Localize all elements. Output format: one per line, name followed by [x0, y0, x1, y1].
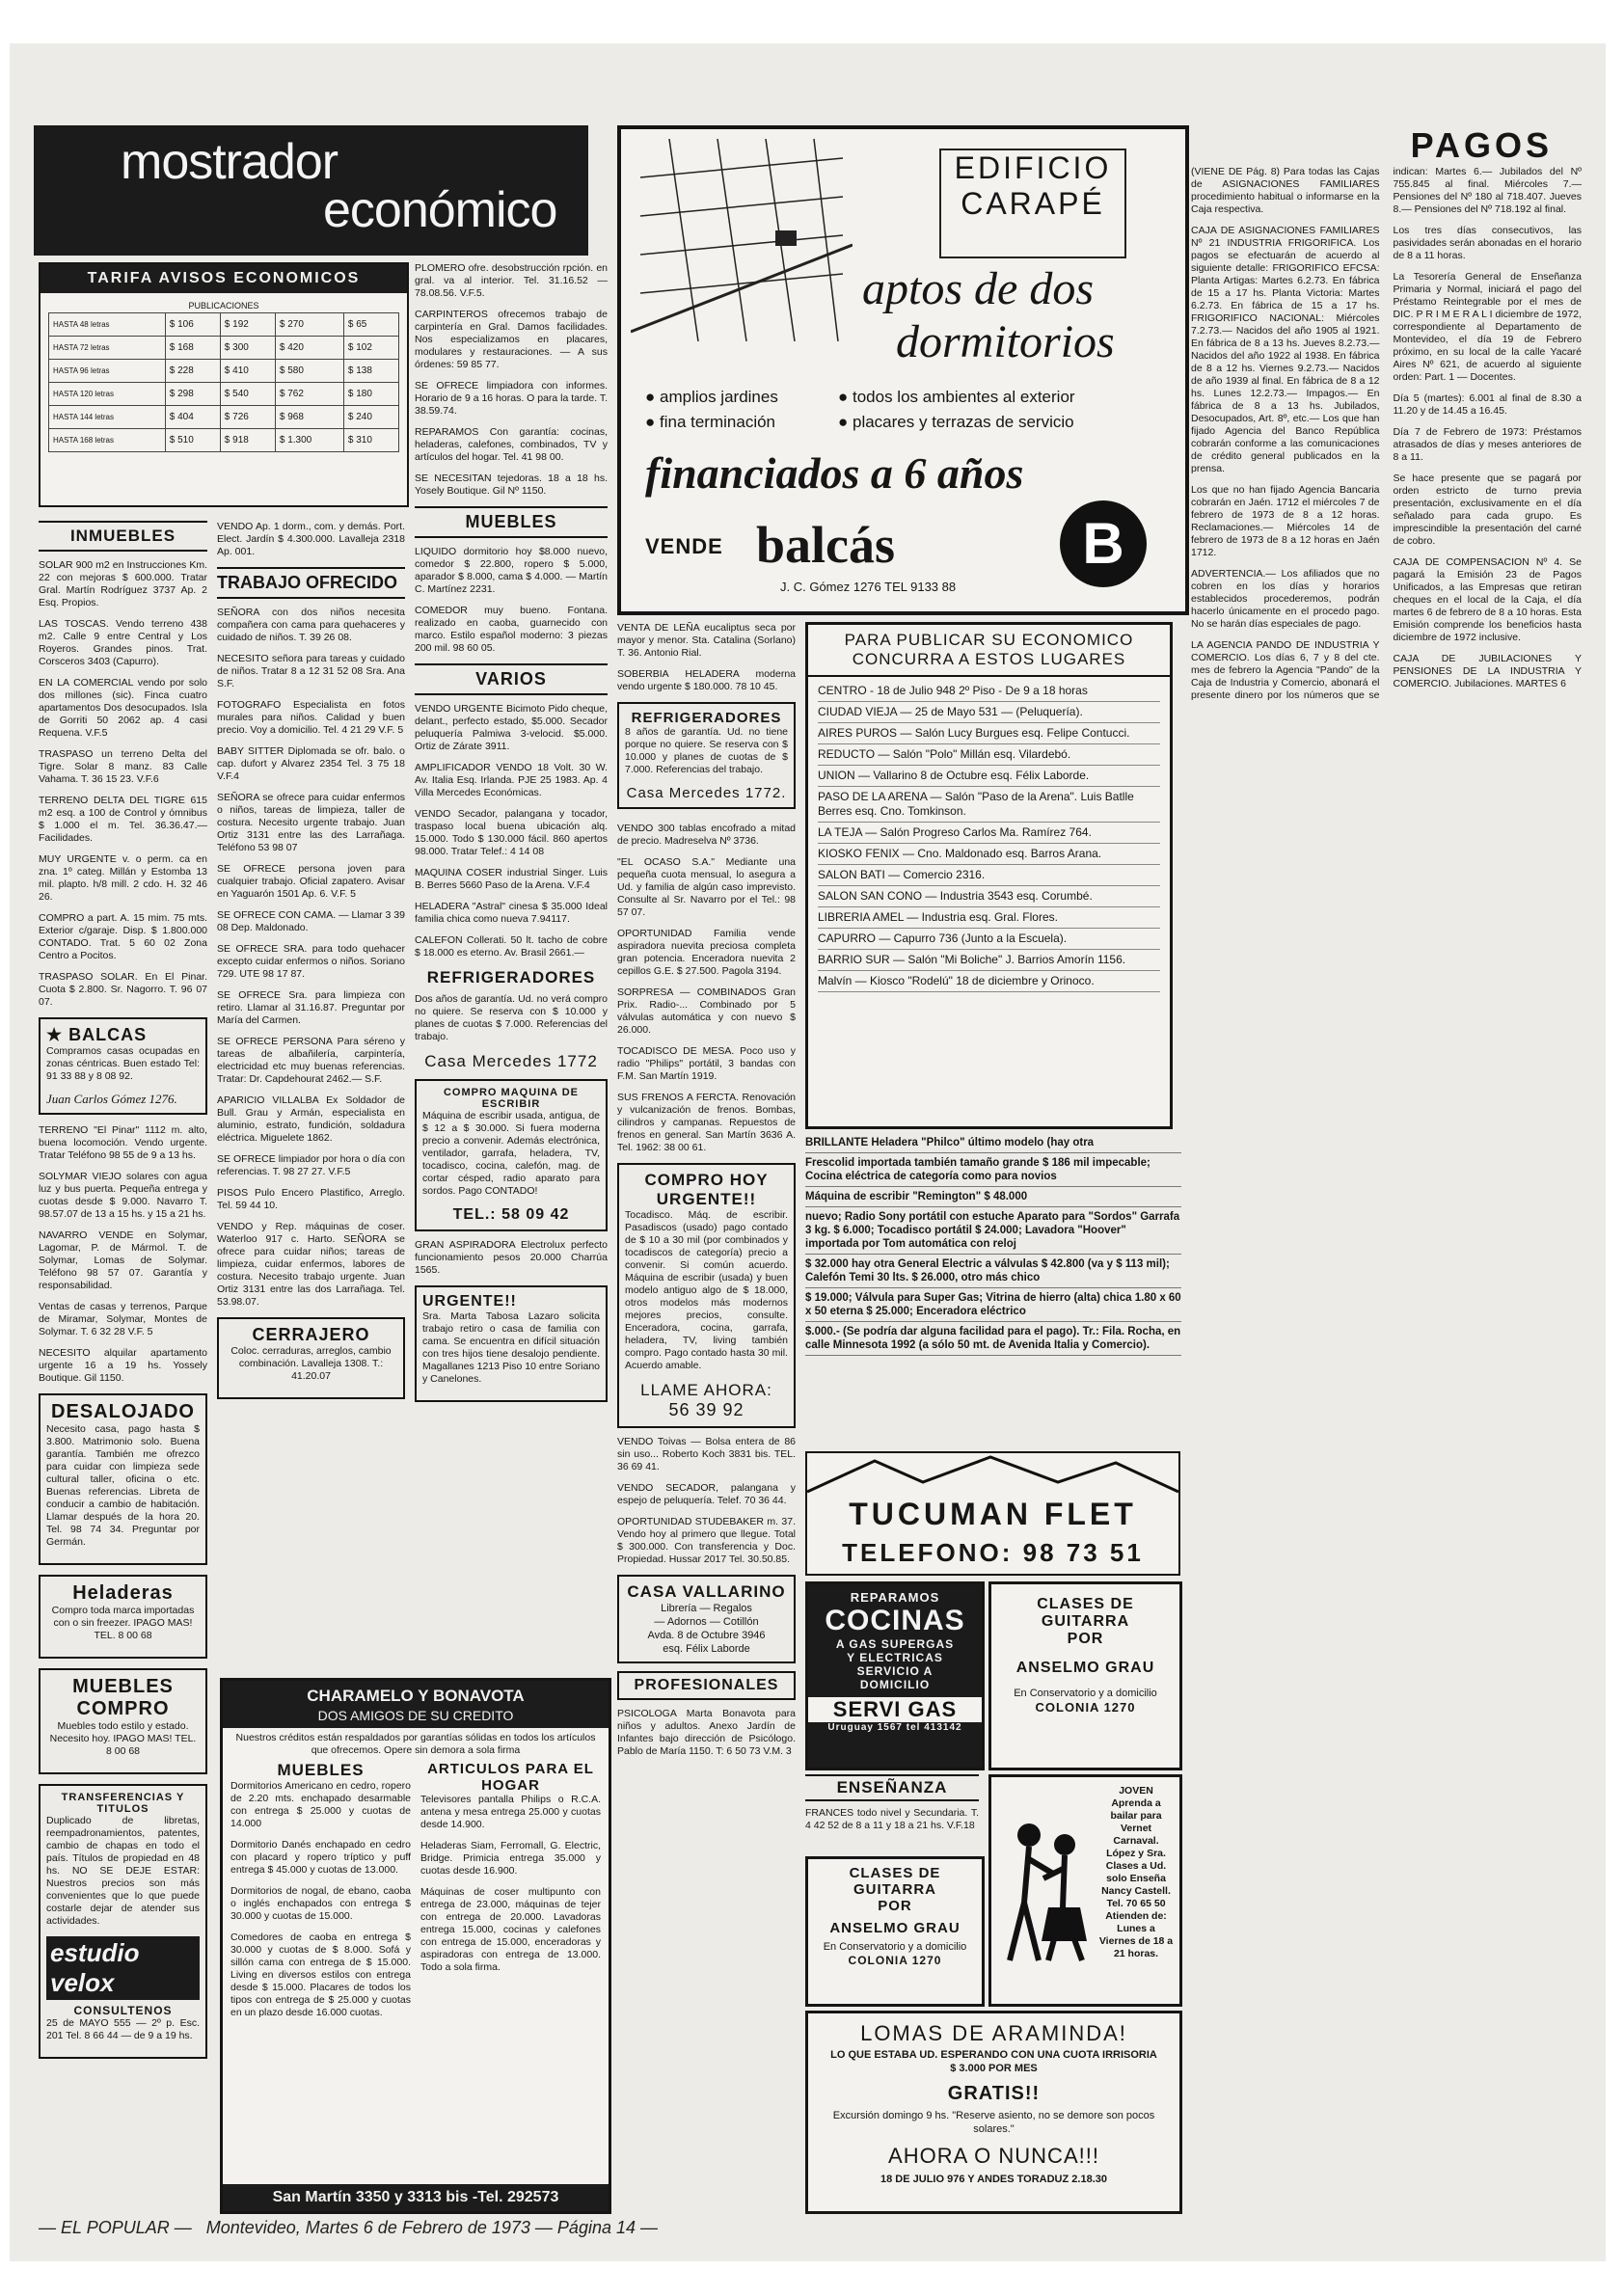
tarifa-cell: $ 192 — [220, 313, 275, 337]
charamelo-articulos-list — [420, 1794, 601, 1974]
compro-maquina-body: Máquina de escribir usada, antigua, de $ 12 a $ 30.000. Si fuera moderna precio a convenir. Además electrónica, ventilador, garrafa, heladera, TV, tocadisco, cocina, calefón, mag. de cortar césped, radio aparato para sordos. Pago CONTADO! — [422, 1110, 600, 1197]
classified-ad: VENDO URGENTE Bicimoto Pido cheque, delant., perfecto estado, $5.000. Secador peluquería Palmiwa 3-velocid. $5.000. Ortiz de Zárate 3911. — [415, 703, 608, 752]
balcas-heading: ★ BALCAS — [46, 1025, 148, 1044]
charamelo-muebles-heading: MUEBLES — [277, 1761, 365, 1779]
carape-finance: financiados a 6 años — [645, 448, 1024, 498]
section-muebles: MUEBLES — [415, 506, 608, 538]
concurra-location: KIOSKO FENIX — Cno. Maldonado esq. Barros Arana. — [818, 844, 1160, 865]
column-4 — [617, 622, 796, 2208]
muebles-compro-heading: MUEBLES COMPRO — [72, 1676, 174, 1719]
trabajo-ads — [217, 607, 405, 1309]
column-inmuebles — [39, 521, 207, 2203]
compro-maquina-heading: COMPRO MAQUINA DE ESCRIBIR — [443, 1087, 580, 1110]
classified-ad: LIQUIDO dormitorio hoy $8.000 nuevo, comedor $ 22.800, ropero $ 5.000, aparador $ 8.000, cama $ 4.000. — Martín C. Martínez 2231. — [415, 546, 608, 595]
tarifa-title: TARIFA AVISOS ECONOMICOS — [41, 264, 407, 293]
edificio-carape-ad — [617, 125, 1189, 615]
refrigeradores-brand: Casa Mercedes 1772 — [424, 1052, 598, 1070]
classified-ad: VENDO Toivas — Bolsa entera de 86 sin uso... Roberto Koch 3831 bis. TEL. 36 69 41. — [617, 1436, 796, 1472]
charamelo-item: Heladeras Siam, Ferromall, G. Electric, Bridge. Primicia entrega 35.000 y cuotas desde 16.900. — [420, 1840, 601, 1877]
masthead-line2: económico — [323, 182, 557, 238]
varios-ads — [415, 703, 608, 959]
classified-ad: TOCADISCO DE MESA. Poco uso y radio "Philips" portátil, 3 bandas con F.M. San Martín 1919. — [617, 1045, 796, 1082]
desalojado-heading: DESALOJADO — [51, 1401, 195, 1422]
charamelo-item: Televisores pantalla Philips o R.C.A. antena y mesa entrega 25.000 y cuotas desde 14.900. — [420, 1794, 601, 1830]
wide-list-item: $ 19.000; Válvula para Super Gas; Vitrina de hierro (alta) chica 1.80 x 60 x 50 eterna $ 25.000; Enceradora eléctrico — [805, 1288, 1181, 1322]
pagos-paragraph: (VIENE DE Pág. 8) Para todas las Cajas de ASIGNACIONES FAMILIARES procedimiento habitual o informarse en la Caja respectiva. — [1191, 166, 1380, 215]
tarifa-cell: HASTA 144 letras — [49, 406, 166, 429]
desalojado-body: Necesito casa, pago hasta $ 3.800. Matrimonio solo. Buena garantía. También me ofrezco para cuidar con limpieza sede cultural taller, oficina o etc. Buenas referencias. Libreta de conducir a cambio de habitación. Llamar después de la hora 20. Tel. 98 74 34. Preguntar por Germán. — [46, 1423, 200, 1548]
velox-consultenos: CONSULTENOS — [73, 2004, 173, 2017]
guitarra2-l4: ANSELMO GRAU — [829, 1920, 961, 1936]
classified-ad: SUS FRENOS A FERCTA. Renovación y vulcanización de frenos. Bombas, cilindros y campanas. Repuestos de frenos en general. San Martín 3636 A. Tel. 1962: 38 00 61. — [617, 1092, 796, 1153]
column-trabajo — [217, 521, 405, 1668]
tarifa-cell: $ 968 — [275, 406, 343, 429]
tarifa-row — [49, 360, 399, 383]
wide-classified-list — [805, 1133, 1181, 1442]
classified-ad: VENDO Ap. 1 dorm., com. y demás. Port. Elect. Jardín $ 4.300.000. Lavalleja 2318 Ap. 001. — [217, 521, 405, 557]
classified-ad: CARPINTEROS ofrecemos trabajo de carpintería en Gral. Damos facilidades. Nos especializamos en placares, modulares y restauraciones. — A sus órdenes: 59 85 77. — [415, 309, 608, 370]
tarifa-cell: HASTA 48 letras — [49, 313, 166, 337]
bullet-placares: ● placares y terrazas de servicio — [838, 413, 1074, 431]
classified-ad: TRASPASO SOLAR. En El Pinar. Cuota $ 2.800. Sr. Nagorro. T. 96 07 07. — [39, 971, 207, 1008]
tarifa-box — [39, 262, 409, 507]
concurra-location: UNION — Vallarino 8 de Octubre esq. Félix Laborde. — [818, 766, 1160, 787]
charamelo-item: Comedores de caoba en entrega $ 30.000 y cuotas de $ 8.000. Sofá y sillón cama con entrega de $ 15.000. Living en diversos estilos con entrega desde $ 15.000. Placares de todos los tipos con entrega de $ 25.000 y cuotas en un plazo desde 16.000 cuotas. — [230, 1931, 411, 2018]
classified-ad: HELADERA "Astral" cinesa $ 35.000 Ideal familia chica como nueva 7.94117. — [415, 901, 608, 925]
guitarra2-l1: CLASES DE — [849, 1865, 941, 1881]
tarifa-cell: $ 580 — [275, 360, 343, 383]
concurra-location: CIUDAD VIEJA — 25 de Mayo 531 — (Peluquería). — [818, 702, 1160, 723]
concurra-location: Malvín — Kiosco "Rodelú" 18 de diciembre y Orinoco. — [818, 971, 1160, 992]
tarifa-cell: HASTA 168 letras — [49, 429, 166, 452]
guitarra-ad-2 — [805, 1856, 985, 2007]
street-map-image — [631, 139, 853, 341]
pagos-paragraph: CAJA DE JUBILACIONES Y PENSIONES DE LA INDUSTRIA Y COMERCIO. Jubilaciones. MARTES 6 — [1393, 653, 1582, 689]
ensenanza-section — [805, 1774, 979, 1851]
servigas-brand: SERVI GAS — [808, 1697, 982, 1722]
pagos-paragraph: Día 5 (martes): 6.001 al final de 8.30 a 11.20 y de 14.45 a 16.45. — [1393, 392, 1582, 417]
classified-ad: SE OFRECE CON CAMA. — Llamar 3 39 08 Dep. Maldonado. — [217, 909, 405, 933]
tarifa-row — [49, 337, 399, 360]
classified-ad: VENDO Secador, palangana y tocador, traspaso local buena ubicación alq. 15.000. Todo $ 130.000 fácil. 860 apertos 98.000. Tratar Telef.: 4 14 08 — [415, 808, 608, 857]
lomas-subtitle: LO QUE ESTABA UD. ESPERANDO CON UNA CUOTA IRRISORIA $ 3.000 POR MES — [830, 2049, 1157, 2074]
classified-ad: SE OFRECE Sra. para limpieza con retiro. Llamar al 31.16.87. Preguntar por María del Carmen. — [217, 989, 405, 1026]
tarifa-cell: HASTA 72 letras — [49, 337, 166, 360]
classified-ad: VENTA DE LEÑA eucaliptus seca por mayor y menor. Sta. Catalina (Sorlano) T. 36. Antonio Rial. — [617, 622, 796, 659]
charamelo-intro: Nuestros créditos están respaldados por garantías sólidas en todos los artículos que ofrecemos. Opere sin demora a sola firma — [235, 1732, 596, 1756]
pagos-paragraph: CAJA DE ASIGNACIONES FAMILIARES Nº 21 INDUSTRIA FRIGORIFICA. Los pagos se efectuarán de acuerdo al siguiente detalle: FRIGORIFICO EFCSA: Planta Artigas: Martes 6.2.73. En fábrica de 15 a 17 hs. Planta Victoria: Martes 6.2.73. En fábrica de 15 a 17 hs. FRIGORIFICO NACIONAL: Miércoles 7.2.73.— Nacidos del año 1905 al 1921. En fábrica de 8 a 13 hs. Jueves 8.2.73.— Nacidos del año 1922 al 1938. En fábrica de 8 a 12 hs. Viernes 9.2.73.— Nacidos de año 1939 al final. En fábrica de 8 a 12 hs. Lunes 12.2.73.— Impagos.— En fábrica de 8 a 13 hs. Jubilados, Desocupados, Art. 8º, etc.— Los que han fijado Agencia del Banco República cobrarán conforme a las comunicaciones de crédito general publicados en la prensa. — [1191, 225, 1380, 474]
column-muebles-varios — [415, 262, 608, 1668]
section-inmuebles: INMUEBLES — [39, 521, 207, 552]
tarifa-cell: $ 298 — [165, 383, 220, 406]
pagos-paragraph: LA AGENCIA PANDO DE INDUSTRIA Y COMERCIO. Los días 6, 7 y 8 del cte. mes de febrero la Agencia "Pando" de la Caja de Industria y Comercio, abonará el presente dinero por los números que se indican: Martes 6.— Jubilados del Nº 755.845 al final. Miércoles 7.— Pensiones del Nº 180 al 718.407. Jueves 8.— Pensiones del Nº 718.192 al final. — [1191, 166, 1582, 701]
classified-ad: COMEDOR muy bueno. Fontana. realizado en caoba, guarnecido con marco. Estilo español moderno: 3 piezas 200 mil. 98 60 05. — [415, 605, 608, 654]
classified-ad: LAS TOSCAS. Vendo terreno 438 m2. Calle 9 entre Central y Los Royeros. Grandes pinos. Trat. Corsceros 3403 (Capurro). — [39, 618, 207, 667]
compro-hoy-body: Tocadisco. Máq. de escribir. Pasadiscos (usado) pago contado de $ 10 a 30 mil (por combinados y tocadiscos de categoría) precio a convenir. Si común acuerdo. Máquina de escribir (usada) y buen modelo antiguo algo de $ 18.000, otros modelos más modernos mejores precios, consulte. Enceradora, cocina, garrafa, heladera, TV, living también compro. Pago contado hasta 30 mil. Acuerdo amable. — [625, 1209, 788, 1371]
cerrajero-body: Coloc. cerraduras, arreglos, cambio combinación. Lavalleja 1308. T.: 41.20.07 — [230, 1345, 392, 1382]
lomas-gratis: GRATIS!! — [947, 2083, 1041, 2104]
tarifa-cell: $ 138 — [343, 360, 398, 383]
wide-list-item: nuevo; Radio Sony portátil con estuche Aparato para "Sordos" Garrafa 3 kg. $ 6.000; Tocadisco portátil $ 24.000; Lavadora "Hoover" importada por Tom automática con reloj — [805, 1207, 1181, 1255]
balcas-body: Compramos casas ocupadas en zonas céntricas. Buen estado Tel: 91 33 88 y 8 08 92. — [46, 1045, 200, 1082]
charamelo-muebles-list — [230, 1780, 411, 2019]
vallarino-heading: CASA VALLARINO — [627, 1582, 786, 1601]
bullet-jardines: ● amplios jardines — [645, 388, 778, 406]
classified-ad: EN LA COMERCIAL vendo por solo dos millones (sic). Finca cuatro apartamentos Dos desocupados. Isla de Gorriti 50 2062 ap. 4 casi Requena. V.F.5 — [39, 677, 207, 739]
classified-ad: SE OFRECE PERSONA Para séreno y tareas de albañilería, carpintería, electricidad etc muy buenas referencias. Tratar: Dr. Capdehourat 2462.— S.F. — [217, 1036, 405, 1085]
tarifa-cell: $ 300 — [220, 337, 275, 360]
cocinas-l2: COCINAS — [825, 1605, 965, 1636]
pagos-paragraph: La Tesorería General de Enseñanza Primaria y Normal, iniciará el pago del Préstamo Reintegrable por el mes de DIC. P R I M E R A L I diciembre de 1972, correspondiente al Departamento de Montevideo, el día 19 de Febrero próximo, en su local de la calle Yacaré Aires Nº 621, de acuerdo al siguiente orden: Part. 1 — Docentes. — [1393, 271, 1582, 383]
classified-ad: SE OFRECE limpiador por hora o día con referencias. T. 98 27 27. V.F.5 — [217, 1153, 405, 1177]
classified-ad: PLOMERO ofre. desobstrucción rpción. en gral. va al interior. Tel. 31.16.52 — 78.08.56. V.F.5. — [415, 262, 608, 299]
classified-ad: APARICIO VILLALBA Ex Soldador de Bull. Grau y Armán, especialista en aluminio, estrato, fundición, soldadura eléctrica. Miguelete 1862. — [217, 1094, 405, 1144]
concurra-list — [808, 677, 1170, 996]
classified-ad: MAQUINA COSER industrial Singer. Luis B. Berres 5660 Paso de la Arena. V.F.4 — [415, 867, 608, 891]
section-trabajo-ofrecido: TRABAJO OFRECIDO — [217, 567, 405, 599]
lomas-title: LOMAS DE ARAMINDA! — [860, 2021, 1127, 2045]
tarifa-cell: $ 240 — [343, 406, 398, 429]
cocinas-l1: REPARAMOS — [850, 1590, 940, 1605]
pagos-paragraph: Los tres días consecutivos, las pasividades serán abonadas en el horario de 8 a 11 horas. — [1393, 225, 1582, 261]
vallarino-item: Avda. 8 de Octubre 3946 — [647, 1630, 766, 1641]
classified-ad: SE OFRECE persona joven para cualquier trabajo. Oficial zapatero. Avisar en Yaguarón 1501 Ap. 6. V.F. 5 — [217, 863, 405, 900]
classified-ad: MUY URGENTE v. o perm. ca en zna. 1º categ. Millán y Estomba 13 mil. plapto. h/8 mill. 2 cdo. H. 32 46 26. — [39, 853, 207, 903]
pagos-paragraphs — [1191, 166, 1582, 702]
col2-top-ads — [217, 521, 405, 558]
pagos-paragraph: Se hace presente que se pagará por orden estricto de turno previa presentación, exclusivamente en el día señalado para cada grupo. Es imprescindible la presentación del carné de cobro. — [1393, 473, 1582, 547]
guitarra2-l3: POR — [878, 1898, 912, 1914]
guitarra2-l5: En Conservatorio y a domicilio — [823, 1941, 967, 1953]
carape-headline-2: dormitorios — [896, 316, 1115, 367]
tarifa-row — [49, 406, 399, 429]
charamelo-articulos-heading: ARTICULOS PARA EL HOGAR — [427, 1761, 594, 1794]
tarifa-cell: $ 180 — [343, 383, 398, 406]
inmuebles-ads — [39, 559, 207, 1009]
tarifa-cell: $ 270 — [275, 313, 343, 337]
transferencias-heading: TRANSFERENCIAS Y TITULOS — [61, 1792, 185, 1815]
urgente-heading: URGENTE!! — [422, 1293, 517, 1310]
charamelo-title: CHARAMELO Y BONAVOTA — [223, 1681, 609, 1708]
vallarino-item: esq. Félix Laborde — [663, 1643, 750, 1655]
tarifa-row — [49, 313, 399, 337]
bullet-ambientes: ● todos los ambientes al exterior — [838, 388, 1075, 406]
ensenanza-heading: ENSEÑANZA — [805, 1774, 979, 1801]
classified-ad: SEÑORA se ofrece para cuidar enfermos o niños, tareas de limpieza, taller de costura. Necesito urgente trabajo. Juan Ortiz 3131 entre las des Larrañaga. Teléfono 53 98 07 — [217, 792, 405, 853]
classified-ad: SE NECESITAN tejedoras. 18 a 18 hs. Yosely Boutique. Gil Nº 1150. — [415, 473, 608, 497]
tarifa-cell: $ 762 — [275, 383, 343, 406]
col4-ads — [617, 622, 796, 693]
tarifa-row — [49, 383, 399, 406]
cerrajero-heading: CERRAJERO — [252, 1325, 370, 1344]
carape-brand-2: CARAPÉ — [961, 186, 1105, 221]
carape-vende: VENDE — [645, 534, 723, 558]
concurra-location: BARRIO SUR — Salón "Mi Boliche" J. Barrios Amorín 1156. — [818, 950, 1160, 971]
ensenanza-body: FRANCES todo nivel y Secundaria. T. 4 42 52 de 8 a 11 y 18 a 21 hs. V.F.18 — [805, 1807, 979, 1831]
inmuebles-ads-2 — [39, 1124, 207, 1385]
col3-ads — [415, 262, 608, 498]
tucuman-tel: TELEFONO: 98 73 51 — [842, 1538, 1144, 1567]
transferencias-body: Duplicado de libretas, reempadronamientos, patentes, cambio de chapas en todo el país. Títulos de propiedad en 48 hs. NO SE DEJE ESTAR: Nuestros precios son más convenientes que lo que puede costarle dejar de atender sus actividades. — [46, 1815, 200, 1927]
pagos-title: PAGOS — [1410, 125, 1553, 165]
profesionales-heading: PROFESIONALES — [617, 1671, 796, 1700]
guitarra-ad-1 — [988, 1581, 1182, 1770]
tarifa-cell: $ 228 — [165, 360, 220, 383]
classified-ad: SORPRESA — COMBINADOS Gran Prix. Radio-... Combinado por 5 válvulas automática y con nuevo $ 26.000. — [617, 986, 796, 1036]
classified-ad: TRASPASO un terreno Delta del Tigre. Solar 8 manz. 83 Calle Vahama. T. 36 15 23. V.F.6 — [39, 748, 207, 785]
pagos-paragraph: Día 7 de Febrero de 1973: Préstamos atrasados de días y meses anteriores de 8 a 11. — [1393, 426, 1582, 463]
classified-ad: TERRENO DELTA DEL TIGRE 615 m2 esq. a 100 de Control y ómnibus $ 1.000 el m. Tel. 36.36.47.— Facilidades. — [39, 795, 207, 844]
classified-ad: SEÑORA con dos niños necesita compañera con cama para quehaceres y cuidado de niños. T. 39 26 08. — [217, 607, 405, 643]
wide-list-item: $ 32.000 hay otra General Electric a válvulas $ 42.800 (va y $ 113 mil); Calefón Temi 30 lts. $ 26.000, otro más chico — [805, 1255, 1181, 1288]
tarifa-cell: $ 65 — [343, 313, 398, 337]
pagos-paragraph: Los que no han fijado Agencia Bancaria cobrarán en Jaén. 1712 el miércoles 7 de febrero de 1973 de 8 a 12 horas. Reclamaciones.— Miércoles 14 de febrero de 1973 de 8 a 12 horas en Jaén 1712. — [1191, 484, 1380, 558]
section-varios: VARIOS — [415, 663, 608, 695]
pagos-column — [1191, 125, 1582, 2208]
llame-ahora-tel: 56 39 92 — [668, 1400, 744, 1419]
concurra-location: LA TEJA — Salón Progreso Carlos Ma. Ramírez 764. — [818, 823, 1160, 844]
tarifa-cell: $ 404 — [165, 406, 220, 429]
tarifa-cell: $ 410 — [220, 360, 275, 383]
classified-ad: VENDO SECADOR, palangana y espejo de peluquería. Telef. 70 36 44. — [617, 1482, 796, 1506]
lomas-ahora: AHORA O NUNCA!!! — [888, 2144, 1099, 2168]
refrigeradores-heading: REFRIGERADORES — [426, 968, 596, 986]
tucuman-flet-ad — [805, 1451, 1180, 1576]
classified-ad: NAVARRO VENDE en Solymar, Lagomar, P. de Mármol. T. de Solymar, Lomas de Solymar. Teléfono 98 57 07. Garantía y responsabilidad. — [39, 1229, 207, 1291]
cocinas-l4: Y ELECTRICAS — [847, 1651, 943, 1664]
joven-text: JOVEN Aprenda a bailar para Vernet Carnaval. López y Sra. Clases a Ud. solo Enseña Nancy Castell. Tel. 70 65 50 Atienden de: Lunes a Viernes de 18 a 21 horas. — [1098, 1785, 1174, 1959]
classified-ad: CALEFON Collerati. 50 lt. tacho de cobre $ 18.000 es eterno. Av. Brasil 2661.— — [415, 934, 608, 959]
charamelo-address: San Martín 3350 y 3313 bis -Tel. 292573 — [223, 2184, 609, 2211]
classified-ad: SOLAR 900 m2 en Instrucciones Km. 22 con mejoras $ 600.000. Tratar Gral. Martín Rodríguez 3737 Ap. 2 Esq. Propios. — [39, 559, 207, 608]
tucuman-title: TUCUMAN FLET — [849, 1497, 1137, 1531]
classified-ad: AMPLIFICADOR VENDO 18 Volt. 30 W. Av. Italia Esq. Irlanda. PJE 25 1983. Ap. 4 Villa Mercedes Económicas. — [415, 762, 608, 798]
vallarino-list — [625, 1602, 788, 1656]
heladeras-body: Compro toda marca importadas con o sin freezer. IPAGO MAS! TEL. 8 00 68 — [51, 1605, 195, 1641]
heladeras-heading: Heladeras — [72, 1582, 174, 1604]
classified-ad: SOBERBIA HELADERA moderna vendo urgente $ 180.000. 78 10 45. — [617, 668, 796, 692]
compro-maquina-tel: TEL.: 58 09 42 — [452, 1206, 570, 1223]
balcas-address: Juan Carlos Gómez 1276. — [46, 1092, 177, 1106]
joven-baile-ad — [988, 1774, 1182, 2007]
cocinas-l3: A GAS SUPERGAS — [835, 1637, 955, 1651]
concurra-location: CENTRO - 18 de Julio 948 2º Piso - De 9 a 18 horas — [818, 681, 1160, 702]
classified-ad: PISOS Pulo Encero Plastifico, Arreglo. Tel. 59 44 10. — [217, 1187, 405, 1211]
guitarra1-l1: CLASES DE — [1037, 1596, 1134, 1612]
classified-ad: OPORTUNIDAD Familia vende aspiradora nuevita preciosa completa gran potencia. Enceradora nuevita 2 cepillos G.E. $ 27.500. Pagola 3194. — [617, 928, 796, 977]
classified-ad: COMPRO a part. A. 15 mim. 75 mts. Exterior c/garaje. Disp. $ 1.800.000 CONTADO. Trat. 5 60 02 Zona Centro a Pocitos. — [39, 912, 207, 961]
tarifa-cell: $ 726 — [220, 406, 275, 429]
concurra-location: SALON BATI — Comercio 2316. — [818, 865, 1160, 886]
balcas-wordmark: balcás — [756, 516, 896, 574]
tarifa-row — [49, 429, 399, 452]
concurra-title: PARA PUBLICAR SU ECONOMICO CONCURRA A ESTOS LUGARES — [808, 625, 1170, 677]
charamelo-bonavota-box — [220, 1678, 611, 2214]
tarifa-cell: $ 106 — [165, 313, 220, 337]
vallarino-item: Librería — Regalos — [661, 1603, 752, 1614]
wide-list-item: Máquina de escribir "Remington" $ 48.000 — [805, 1187, 1181, 1207]
classified-ad: TERRENO "El Pinar" 1112 m. alto, buena locomoción. Vendo urgente. Tratar Teléfono 98 55 de 9 a 13 hs. — [39, 1124, 207, 1161]
wide-list-item: $.000.- (Se podría dar alguna facilidad para el pago). Tr.: Fila. Rocha, en calle Minnesota 1992 (a sólo 50 mt. de Avenida Italia y Comercio). — [805, 1322, 1181, 1356]
guitarra1-l2: GUITARRA — [1041, 1613, 1130, 1630]
classified-ad: SE OFRECE limpiadora con informes. Horario de 9 a 16 horas. O para la tarde. T. 38.59.74. — [415, 380, 608, 417]
tarifa-cell: HASTA 96 letras — [49, 360, 166, 383]
masthead — [34, 125, 588, 256]
bullet-terminacion: ● fina terminación — [645, 413, 776, 431]
tarifa-cell: $ 102 — [343, 337, 398, 360]
balcas-logo-icon: B — [1060, 500, 1147, 587]
tarifa-cell: $ 310 — [343, 429, 398, 452]
guitarra1-l3: POR — [1067, 1631, 1104, 1647]
guitarra1-l6: COLONIA 1270 — [1035, 1700, 1136, 1715]
muebles-ads — [415, 546, 608, 655]
classified-ad: VENDO 300 tablas encofrado a mitad de precio. Madreselva Nº 3736. — [617, 823, 796, 847]
classified-ad: VENDO y Rep. máquinas de coser. Waterloo 917 c. Harto. SEÑORA se ofrece para cuidar niños; tareas de limpieza, cuidar enfermos, labores de costura. Necesito trabajo urgente. Juan Ortiz 3131 entre las dos Larrañaga. Tel. 53.98.07. — [217, 1221, 405, 1308]
classified-ad: OPORTUNIDAD STUDEBAKER m. 37. Vendo hoy al primero que llegue. Total $ 300.000. Con transferencia y Doc. Propiedad. Hussar 2017 Tel. 30.50.85. — [617, 1516, 796, 1565]
tarifa-cell: $ 918 — [220, 429, 275, 452]
classified-ad: FOTOGRAFO Especialista en fotos murales para niños. Calidad y buen precio. Voy a domicilio. Tel. 4 21 29 V.F. 5 — [217, 699, 405, 736]
classified-ad: "EL OCASO S.A." Mediante una pequeña cuota mensual, lo asegura a Ud. y familia de algún caso imprevisto. Consulte al Sr. Navarro por el Tel.: 98 57 07. — [617, 856, 796, 918]
col4-ads-2 — [617, 823, 796, 1154]
tarifa-cell: $ 168 — [165, 337, 220, 360]
classified-ad: Ventas de casas y terrenos, Parque de Miramar, Solymar, Montes de Solymar. T. 6 32 28 V.F. 5 — [39, 1301, 207, 1337]
classified-ad: NECESITO alquilar apartamento urgente 16 a 19 hs. Yossely Boutique. Gil 1150. — [39, 1347, 207, 1384]
tarifa-cell: $ 540 — [220, 383, 275, 406]
classified-ad: SE OFRECE SRA. para todo quehacer excepto cuidar enfermos o niños. Soriano 729. UTE 98 17 87. — [217, 943, 405, 980]
tarifa-cell: $ 1.300 — [275, 429, 343, 452]
concurra-location: SALON SAN CONO — Industria 3543 esq. Corumbé. — [818, 886, 1160, 907]
tarifa-cell: $ 420 — [275, 337, 343, 360]
lomas-address: 18 DE JULIO 976 Y ANDES TORADUZ 2.18.30 — [880, 2174, 1107, 2185]
lomas-araminda-ad — [805, 2011, 1182, 2214]
tarifa-cell: $ 510 — [165, 429, 220, 452]
concurra-box — [805, 622, 1173, 1129]
col4-refrigeradores-brand: Casa Mercedes 1772. — [626, 785, 787, 801]
muebles-compro-body: Muebles todo estilo y estado. Necesito hoy. IPAGO MAS! TEL. 8 00 68 — [49, 1720, 197, 1757]
urgente-body: Sra. Marta Tabosa Lazaro solicita trabajo retiro o casa de familia con cama. Se encuentra en difícil situación con tres hijos tiene desalojo pendiente. Magallanes 1213 Piso 10 entre Soriano y Canelones. — [422, 1310, 600, 1385]
compro-hoy-heading: COMPRO HOY URGENTE!! — [644, 1171, 769, 1208]
cocinas-l6: DOMICILIO — [859, 1678, 931, 1691]
pagos-paragraph: CAJA DE COMPENSACION Nº 4. Se pagará la Emisión 23 de Pagos Unificados, a las Empresas que retiran cheques en el local de la Caja, el día martes 6 de febrero de 8 a 10 horas. Esta Emisión comprende los beneficios hasta diciembre de 1972 inclusive. — [1393, 556, 1582, 643]
concurra-location: LIBRERIA AMEL — Industria esq. Gral. Flores. — [818, 907, 1160, 929]
concurra-location: PASO DE LA ARENA — Salón "Paso de la Arena". Luis Batlle Berres esq. Cno. Tomkinson. — [818, 787, 1160, 823]
carape-headline-1: aptos de dos — [862, 263, 1094, 314]
carape-brand-1: EDIFICIO — [954, 150, 1112, 185]
velox-logo: estudio velox — [46, 1936, 200, 2000]
col4-refrigeradores-heading: REFRIGERADORES — [631, 710, 782, 726]
servigas-address: Uruguay 1567 tel 413142 — [827, 1722, 962, 1733]
classified-ad: REPARAMOS Con garantía: cocinas, heladeras, calefones, combinados, TV y artículos del hogar. Tel. 41 98 00. — [415, 426, 608, 463]
page-footer: — EL POPULAR — Montevideo, Martes 6 de Febrero de 1973 — Página 14 — — [39, 2218, 658, 2237]
mountains-icon — [807, 1453, 1178, 1497]
col4-ads-3 — [617, 1436, 796, 1566]
charamelo-item: Dormitorios de nogal, de ebano, caoba o inglés enchapados con entrega $ 30.000 y cuotas de 15.000. — [230, 1885, 411, 1922]
charamelo-subtitle: DOS AMIGOS DE SU CREDITO — [223, 1708, 609, 1728]
tarifa-header: PUBLICACIONES — [188, 301, 259, 311]
llame-ahora: LLAME AHORA: — [640, 1381, 772, 1399]
guitarra1-l4: ANSELMO GRAU — [1015, 1660, 1155, 1676]
concurra-location: REDUCTO — Salón "Polo" Millán esq. Vilardebó. — [818, 744, 1160, 766]
col4-refrigeradores-body: 8 años de garantía. Ud. no tiene porque no quiere. Se reserva con $ 10.000 y planes de cuotas de $ 7.000. Referencias del trabajo. — [625, 726, 788, 775]
profesionales-body: PSICOLOGA Marta Bonavota para niños y adultos. Anexo Jardín de Infantes bajo dirección de Psicólogo. Pablo de María 1150. T: 6 50 73 V.M. 3 — [617, 1708, 796, 1757]
charamelo-item: Máquinas de coser multipunto con entrega de 23.000, máquinas de tejer con entrega de 20.000. Lavadoras entrega 15.000, cocinas y calefones con entrega de 15.000, enceradoras y aspiradoras con entrega de 13.000. Todo a sola firma. — [420, 1886, 601, 1973]
lomas-body: Excursión domingo 9 hs. "Reserve asiento, no se demore son pocos solares." — [832, 2110, 1155, 2135]
tarifa-cell: HASTA 120 letras — [49, 383, 166, 406]
pagos-paragraph: ADVERTENCIA.— Los afiliados que no cobren en los días y horarios establecidos procederemos, podrán hacerlo únicamente en el procedo pago. No se harán días especiales de pago. — [1191, 568, 1380, 630]
wide-list-items — [805, 1133, 1181, 1356]
classified-ad: BABY SITTER Diplomada se ofr. balo. o cap. dufort y Alvarez 2354 Tel. 3 75 18 V.F.4 — [217, 745, 405, 782]
carape-address: J. C. Gómez 1276 TEL 9133 88 — [780, 580, 957, 594]
guitarra2-l6: COLONIA 1270 — [848, 1954, 942, 1967]
charamelo-item: Dormitorios Americano en cedro, ropero de 2.20 mts. enchapado desarmable con entrega $ 25.000 y cuotas de 14.000 — [230, 1780, 411, 1829]
reparamos-cocinas-ad — [805, 1581, 985, 1770]
cocinas-l5: SERVICIO A — [856, 1664, 934, 1678]
concurra-location: AIRES PUROS — Salón Lucy Burgues esq. Felipe Contucci. — [818, 723, 1160, 744]
wide-list-item: BRILLANTE Heladera "Philco" último modelo (hay otra — [805, 1133, 1181, 1153]
wide-list-item: Frescolid importada también tamaño grande $ 186 mil impecable; Cocina eléctrica de categoría como para novios — [805, 1153, 1181, 1187]
velox-address: 25 de MAYO 555 — 2º p. Esc. 201 Tel. 8 66 44 — de 9 a 19 hs. — [46, 2017, 200, 2041]
vallarino-item: — Adornos — Cotillón — [654, 1616, 759, 1628]
guitarra2-l2: GUITARRA — [853, 1881, 937, 1898]
masthead-line1: mostrador — [121, 134, 338, 190]
guitarra1-l5: En Conservatorio y a domicilio — [1014, 1688, 1157, 1699]
concurra-location: CAPURRO — Capurro 736 (Junto a la Escuela). — [818, 929, 1160, 950]
refrigeradores-body: Dos años de garantía. Ud. no verá compro no quiere. Se reserva con $ 10.000 y planes de cuotas $ 7.000. Referencias del trabajo. — [415, 993, 608, 1042]
tarifa-table — [48, 312, 399, 452]
classified-ad: SOLYMAR VIEJO solares con agua luz y bus puerta. Pequeña entrega y cuotas desde $ 9.000. Navarro T. 98.57.07 de 13 a 15 hs. y 15 a 21 hs. — [39, 1171, 207, 1220]
dancing-couple-image — [995, 1816, 1101, 1970]
classified-ad: NECESITO señora para tareas y cuidado de niños. Tratar 8 a 12 31 52 08 Sra. Ana S.F. — [217, 653, 405, 689]
charamelo-item: Dormitorio Danés enchapado en cedro con placard y ropero tríptico y puff entrega $ 45.000 y cuotas de 13.000. — [230, 1839, 411, 1876]
gran-aspiradora-ad: GRAN ASPIRADORA Electrolux perfecto funcionamiento pesos 20.000 Charrúa 1565. — [415, 1239, 608, 1276]
